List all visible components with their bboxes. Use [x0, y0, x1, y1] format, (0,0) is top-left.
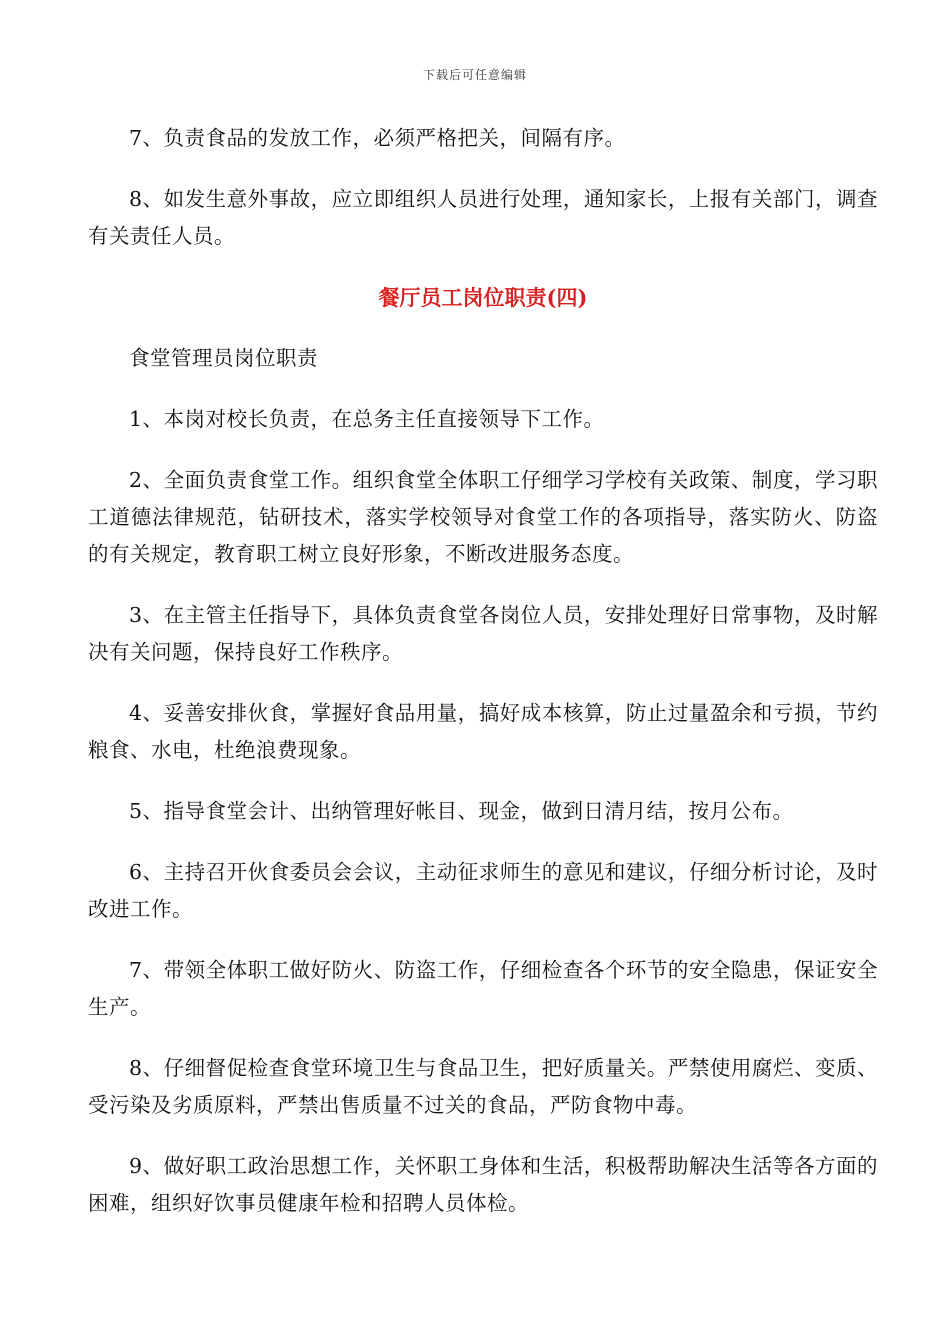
- paragraph-7: 7、带领全体职工做好防火、防盗工作，仔细检查各个环节的安全隐患，保证安全生产。: [88, 958, 878, 1019]
- paragraph-top-8: 8、如发生意外事故，应立即组织人员进行处理，通知家长，上报有关部门，调查有关责任人员。: [88, 187, 878, 248]
- section-title: 餐厅员工岗位职责(四): [378, 285, 588, 310]
- paragraph-top-7: 7、负责食品的发放工作，必须严格把关，间隔有序。: [129, 126, 626, 150]
- paragraph-1: 1、本岗对校长负责，在总务主任直接领导下工作。: [129, 407, 605, 431]
- paragraph-6: 6、主持召开伙食委员会会议，主动征求师生的意见和建议，仔细分析讨论，及时改进工作。: [88, 860, 878, 921]
- document-body: [88, 120, 878, 1246]
- paragraph-4: 4、妥善安排伙食，掌握好食品用量，搞好成本核算，防止过量盈余和亏损，节约粮食、水电，杜绝浪费现象。: [88, 701, 878, 762]
- page-header-note: 下载后可任意编辑: [422, 68, 527, 82]
- paragraph-8: 8、仔细督促检查食堂环境卫生与食品卫生，把好质量关。严禁使用腐烂、变质、受污染及劣质原料，严禁出售质量不过关的食品，严防食物中毒。: [88, 1056, 878, 1117]
- paragraph-2: 2、全面负责食堂工作。组织食堂全体职工仔细学习学校有关政策、制度，学习职工道德法律规范，钻研技术，落实学校领导对食堂工作的各项指导，落实防火、防盗的有关规定，教育职工树立良好形象，不断改进服务态度。: [88, 468, 878, 566]
- paragraph-5: 5、指导食堂会计、出纳管理好帐目、现金，做到日清月结，按月公布。: [129, 799, 794, 823]
- section-subtitle: 食堂管理员岗位职责: [129, 346, 318, 370]
- paragraph-3: 3、在主管主任指导下，具体负责食堂各岗位人员，安排处理好日常事物，及时解决有关问题，保持良好工作秩序。: [88, 603, 878, 664]
- paragraph-9: 9、做好职工政治思想工作，关怀职工身体和生活，积极帮助解决生活等各方面的困难，组织好饮事员健康年检和招聘人员体检。: [88, 1154, 878, 1215]
